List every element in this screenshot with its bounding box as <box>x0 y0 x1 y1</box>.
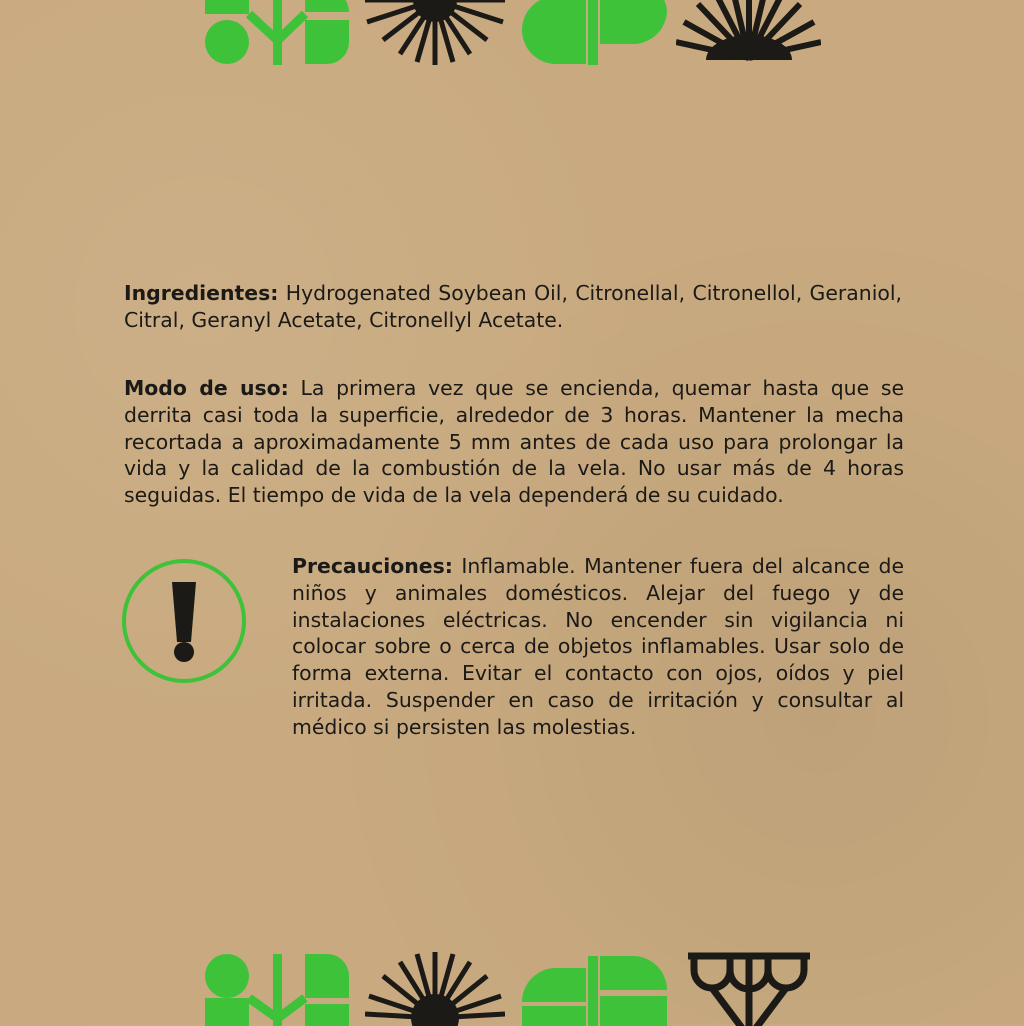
bottom-decoration <box>0 946 1024 1026</box>
sun-icon <box>365 946 505 1026</box>
usage-text: La primera vez que se encienda, quemar hasta que se derrita casi toda la superficie, alrededor de 3 horas. Mantener la mecha recortada a aproximadamente 5 mm antes de cada uso para prolongar la vida y la calidad de la combustión de la vela. No usar más de 4 horas seguidas. El tiempo de vida de la vela dependerá de su cuidado. <box>124 376 904 508</box>
usage-label: Modo de uso: <box>124 376 289 400</box>
ingredients-text: Hydrogenated Soybean Oil, Citronellal, Citronellol, Geraniol, Citral, Geranyl Acetate, Citronellyl Acetate. <box>124 281 902 332</box>
plant-icon <box>205 946 350 1026</box>
precautions-text: Inflamable. Mantener fuera del alcance de niños y animales domésticos. Alejar del fuego y de instalaciones eléctricas. No encender sin vigilancia ni colocar sobre o cerca de objetos inflamables. Usar solo de forma externa. Evitar el contacto con ojos, oídos y piel irritada. Suspender en caso de irritación y consultar al médico si persisten las molestias. <box>292 554 904 739</box>
warning-icon <box>121 558 247 684</box>
sunrise-icon <box>676 0 821 70</box>
plant-icon <box>205 0 350 70</box>
precautions-label: Precauciones: <box>292 554 453 578</box>
top-decoration <box>0 0 1024 70</box>
seed-head-icon <box>684 946 814 1026</box>
ingredients-paragraph <box>124 280 902 334</box>
sun-icon <box>365 0 505 70</box>
leaf-icon <box>522 0 667 70</box>
leaf-icon <box>522 946 667 1026</box>
precautions-paragraph <box>292 553 904 741</box>
ingredients-label: Ingredientes: <box>124 281 279 305</box>
usage-paragraph <box>124 375 904 509</box>
